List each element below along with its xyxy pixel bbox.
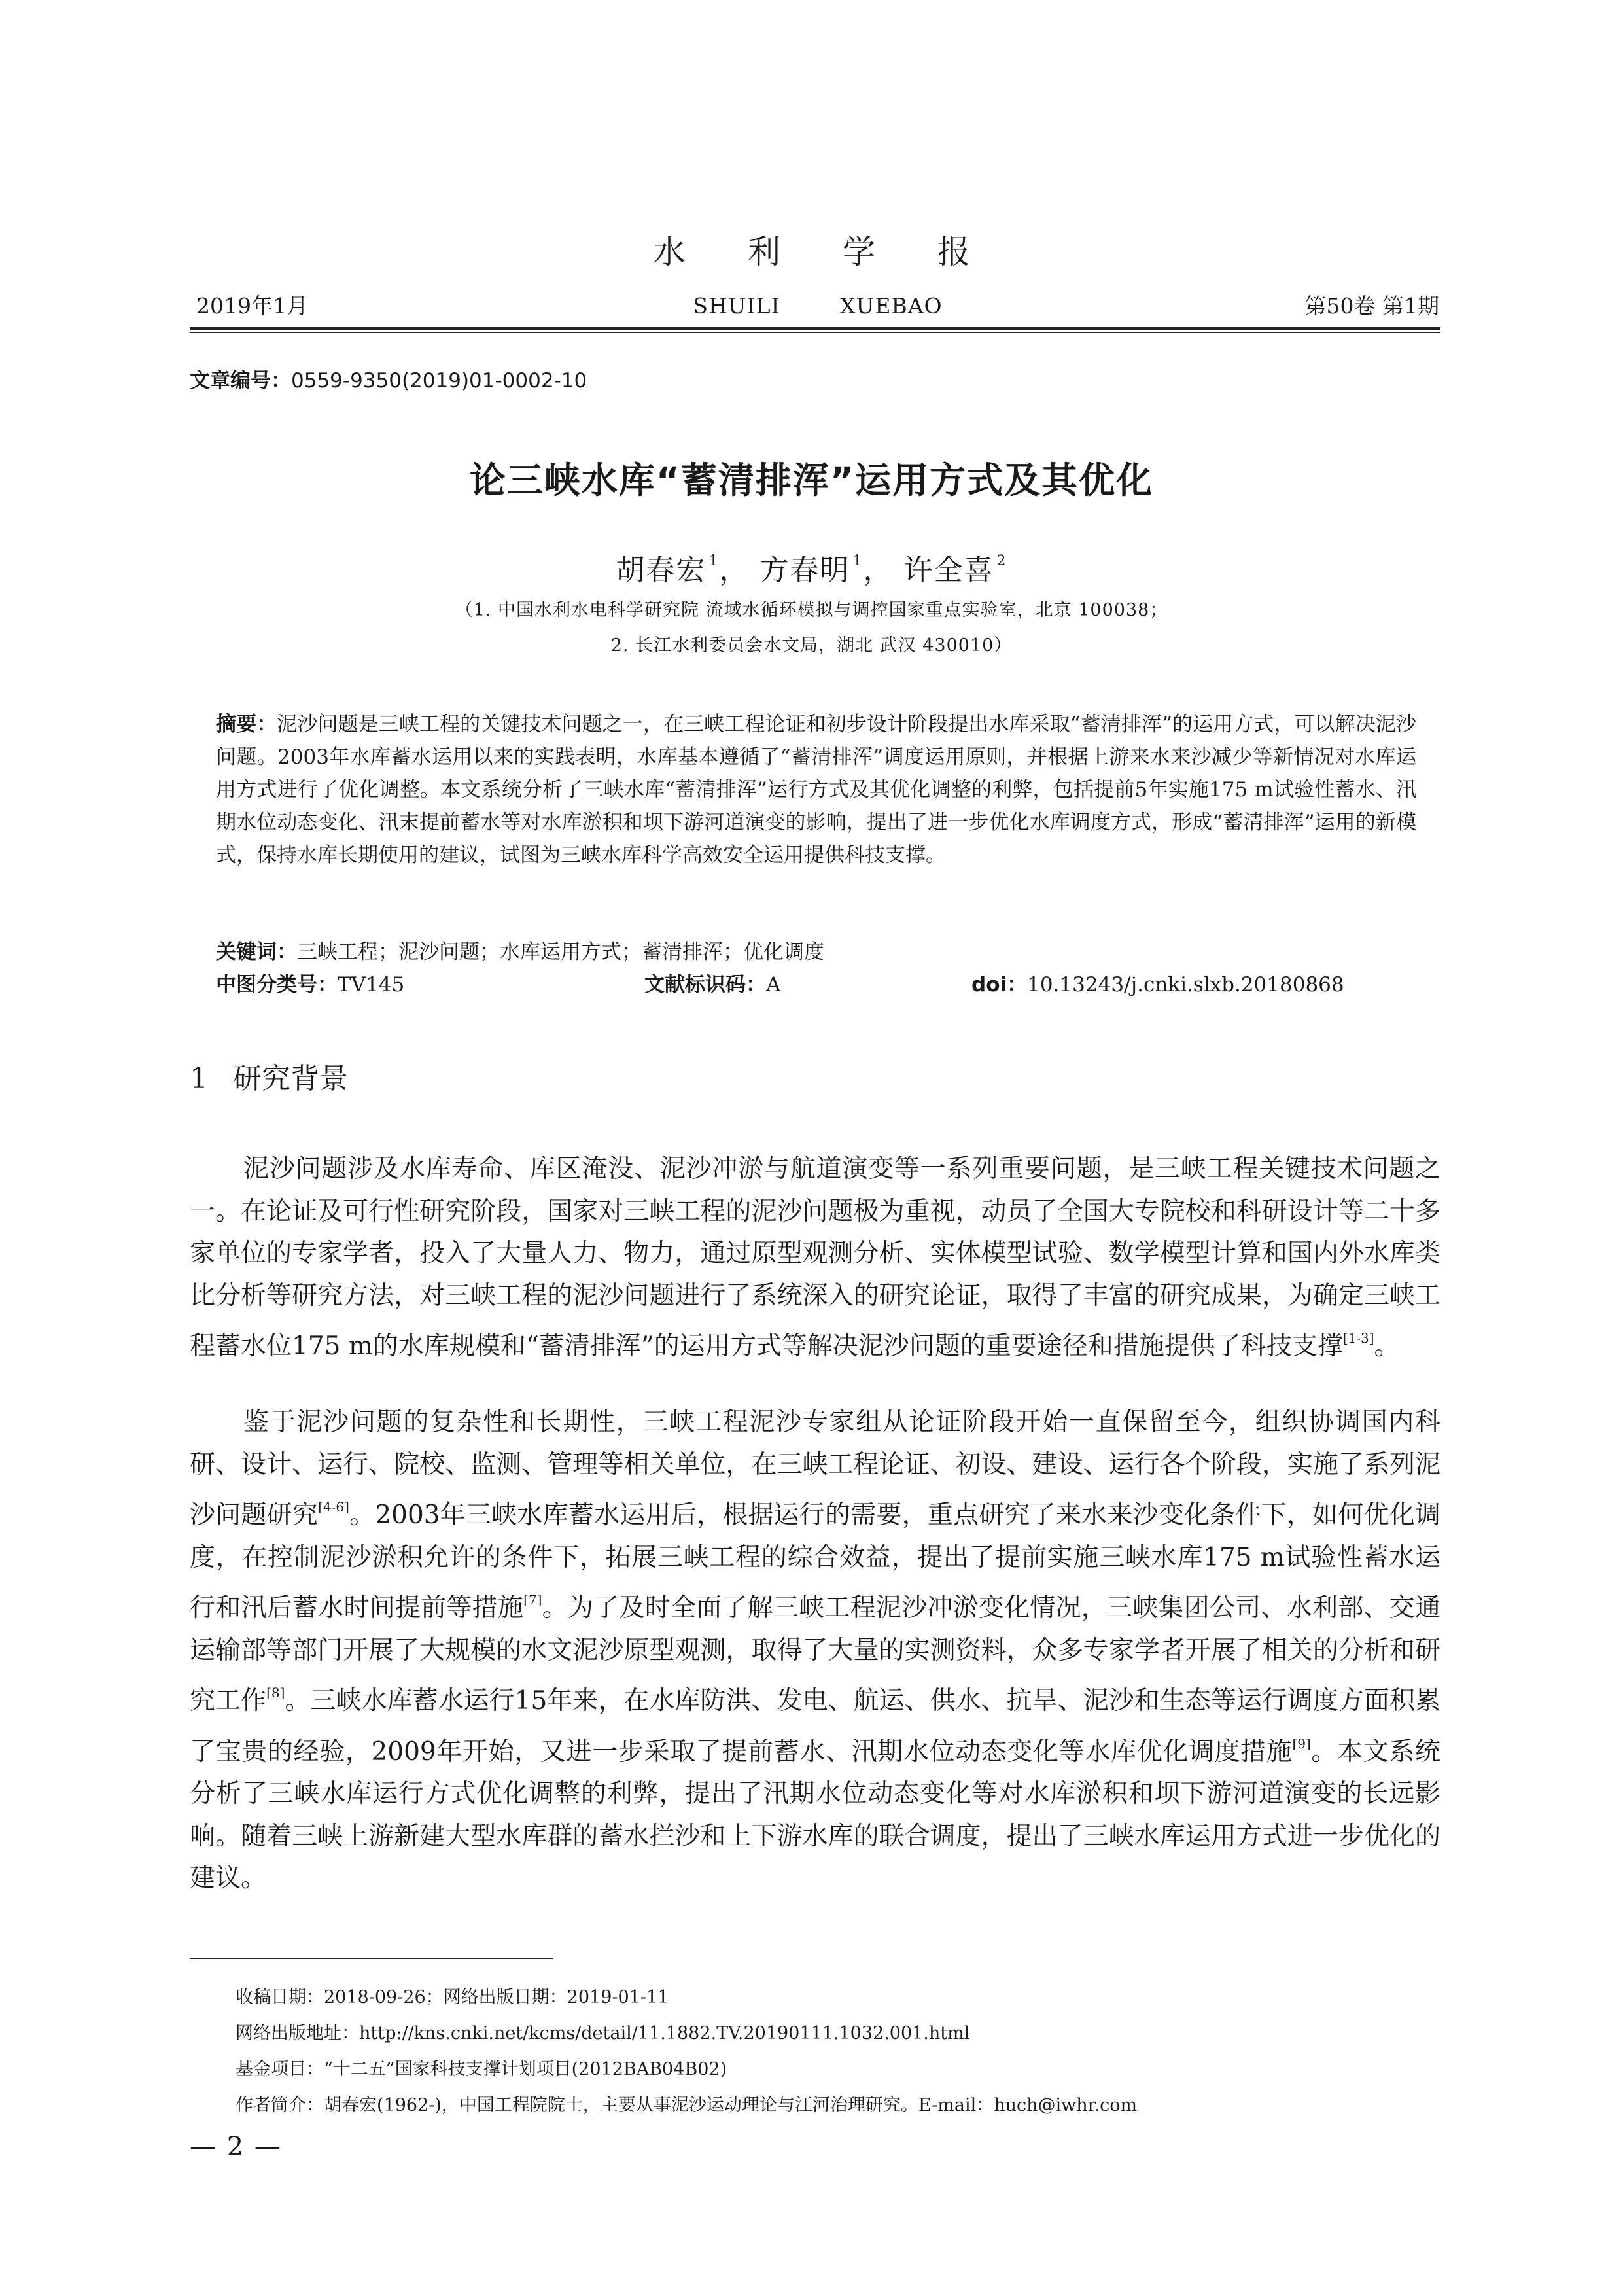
- paragraph-text: 泥沙问题涉及水库寿命、库区淹没、泥沙冲淤与航道演变等一系列重要问题，是三峡工程关键技术问题之一。在论证及可行性研究阶段，国家对三峡工程的泥沙问题极为重视，动员了全国大专院校和科研设计等二十多家单位的专家学者，投入了大量人力、物力，通过原型观测分析、实体模型试验、数学模型计算和国内外水库类比分析等研究方法，对三峡工程的泥沙问题进行了系统深入的研究论证，取得了丰富的研究成果，为确定三峡工程蓄水位175 m的水库规模和“蓄清排浑”的运用方式等解决泥沙问题的重要途径和措施提供了科技支撑: [190, 1154, 1440, 1361]
- document-code-label: 文献标识码：: [644, 973, 766, 997]
- doi-value: 10.13243/j.cnki.slxb.20180868: [1027, 973, 1344, 997]
- affiliation: （1. 中国水利水电科学研究院 流域水循环模拟与调控国家重点实验室，北京 100038；: [455, 600, 1168, 620]
- clc-value: TV145: [338, 973, 405, 997]
- section-number: 1: [190, 1062, 208, 1095]
- author-affil-mark: 2: [996, 553, 1007, 569]
- citation: [4-6]: [318, 1499, 349, 1515]
- volume-issue: 第50卷 第1期: [1304, 293, 1439, 319]
- abstract-text: 泥沙问题是三峡工程的关键技术问题之一，在三峡工程论证和初步设计阶段提出水库采取“蓄清排浑”的运用方式，可以解决泥沙问题。2003年水库蓄水运用以来的实践表明，水库基本遵循了“蓄清排浑”调度运用原则，并根据上游来水来沙减少等新情况对水库运用方式进行了优化调整。本文系统分析了三峡水库“蓄清排浑”运行方式及其优化调整的利弊，包括提前5年实施175 m试验性蓄水、汛期水位动态变化、汛末提前蓄水等对水库淤积和坝下游河道演变的影响，提出了进一步优化水库调度方式，形成“蓄清排浑”运用的新模式，保持水库长期使用的建议，试图为三峡水库科学高效安全运用提供科技支撑。: [216, 713, 1416, 867]
- paragraph: [190, 1148, 1440, 1368]
- body-paragraph-1: [190, 1148, 1440, 1368]
- author-list: [0, 546, 1623, 588]
- clc-label: 中图分类号：: [216, 973, 338, 997]
- footnote-received-date: 收稿日期：2018-09-26；网络出版日期：2019-01-11: [236, 1987, 669, 2007]
- section-title: 研究背景: [233, 1062, 348, 1095]
- author-separator: ，: [719, 554, 750, 587]
- footnote-online-url: 网络出版地址：http://kns.cnki.net/kcms/detail/11.1882.TV.20190111.1032.001.html: [236, 2023, 970, 2043]
- abstract-label: 摘要：: [216, 713, 277, 736]
- paragraph-text: 。为了及时全面了解三峡工程泥沙冲淤变化情况，三峡集团公司、水利部、交通运输部等部门开展了大规模的水文泥沙原型观测，取得了大量的实测资料，众多专家学者开展了相关的分析和研究工作: [190, 1593, 1440, 1716]
- paragraph: [190, 1402, 1440, 1900]
- paragraph-text: 。三峡水库蓄水运行15年来，在水库防洪、发电、航运、供水、抗旱、泥沙和生态等运行调度方面积累了宝贵的经验，2009年开始，又进一步采取了提前蓄水、汛期水位动态变化等水库优化调度措施: [190, 1686, 1440, 1767]
- footnotes: [236, 1979, 1439, 2123]
- author-affil-mark: 1: [852, 553, 864, 569]
- keywords-text: 三峡工程；泥沙问题；水库运用方式；蓄清排浑；优化调度: [297, 940, 824, 964]
- author-name: 许全喜: [903, 554, 994, 587]
- paragraph-text: 。2003年三峡水库蓄水运用后，根据运行的需要，重点研究了来水来沙变化条件下，如何优化调度，在控制泥沙淤积允许的条件下，拓展三峡工程的综合效益，提出了提前实施三峡水库175 m试验性蓄水运行和汛后蓄水时间提前等措施: [190, 1500, 1440, 1623]
- header-rule: [190, 327, 1440, 330]
- abstract: [216, 708, 1416, 872]
- issue-date: 2019年1月: [196, 293, 308, 319]
- author-name: 方春明: [759, 554, 850, 587]
- doi: [971, 968, 1344, 1001]
- document-code: [644, 968, 780, 1001]
- paragraph-text: 。本文系统分析了三峡水库运行方式优化调整的利弊，提出了汛期水位动态变化等对水库淤积和坝下游河道演变的长远影响。随着三峡上游新建大型水库群的蓄水拦沙和上下游水库的联合调度，提出了三峡水库运用方式进一步优化的建议。: [190, 1737, 1440, 1893]
- keywords-label: 关键词：: [216, 940, 297, 964]
- author-affil-mark: 1: [708, 553, 720, 569]
- citation: [1-3]: [1342, 1330, 1374, 1346]
- page-number: — 2 —: [190, 2132, 282, 2162]
- journal-title-en: SHUILI XUEBAO: [693, 293, 943, 319]
- document-code-value: A: [766, 973, 781, 997]
- paper-title: 论三峡水库“蓄清排浑”运用方式及其优化: [469, 459, 1154, 501]
- doi-label: doi：: [971, 973, 1028, 997]
- affiliation: 2. 长江水利委员会水文局，湖北 武汉 430010）: [610, 635, 1013, 656]
- author-separator: ，: [863, 554, 894, 587]
- keywords: [216, 936, 1416, 968]
- section-heading: [190, 1055, 348, 1097]
- journal-title-cn: 水利学报: [653, 233, 1032, 271]
- citation: [7]: [523, 1592, 542, 1608]
- article-number: [190, 364, 587, 393]
- footnote-author-bio: 作者简介：胡春宏(1962-)，中国工程院院士，主要从事泥沙运动理论与江河治理研究。E-mail：huch@iwhr.com: [236, 2095, 1138, 2115]
- footnote-rule: [190, 1958, 553, 1959]
- author-name: 胡春宏: [616, 554, 707, 587]
- paragraph-end: 。: [1374, 1332, 1400, 1361]
- paragraph-text: 鉴于泥沙问题的复杂性和长期性，三峡工程泥沙专家组从论证阶段开始一直保留至今，组织协调国内科研、设计、运行、院校、监测、管理等相关单位，在三峡工程论证、初设、建设、运行各个阶段，实施了系列泥沙问题研究: [190, 1407, 1440, 1530]
- body-paragraph-2: [190, 1402, 1440, 1900]
- article-number-label: 文章编号：: [190, 369, 291, 393]
- citation: [9]: [1292, 1735, 1311, 1752]
- header-rule-thin: [190, 332, 1440, 333]
- citation: [8]: [266, 1685, 285, 1701]
- article-number-value: 0559-9350(2019)01-0002-10: [291, 369, 587, 393]
- clc-code: [216, 968, 404, 1001]
- footnote-funding: 基金项目：“十二五”国家科技支撑计划项目(2012BAB04B02): [236, 2059, 727, 2079]
